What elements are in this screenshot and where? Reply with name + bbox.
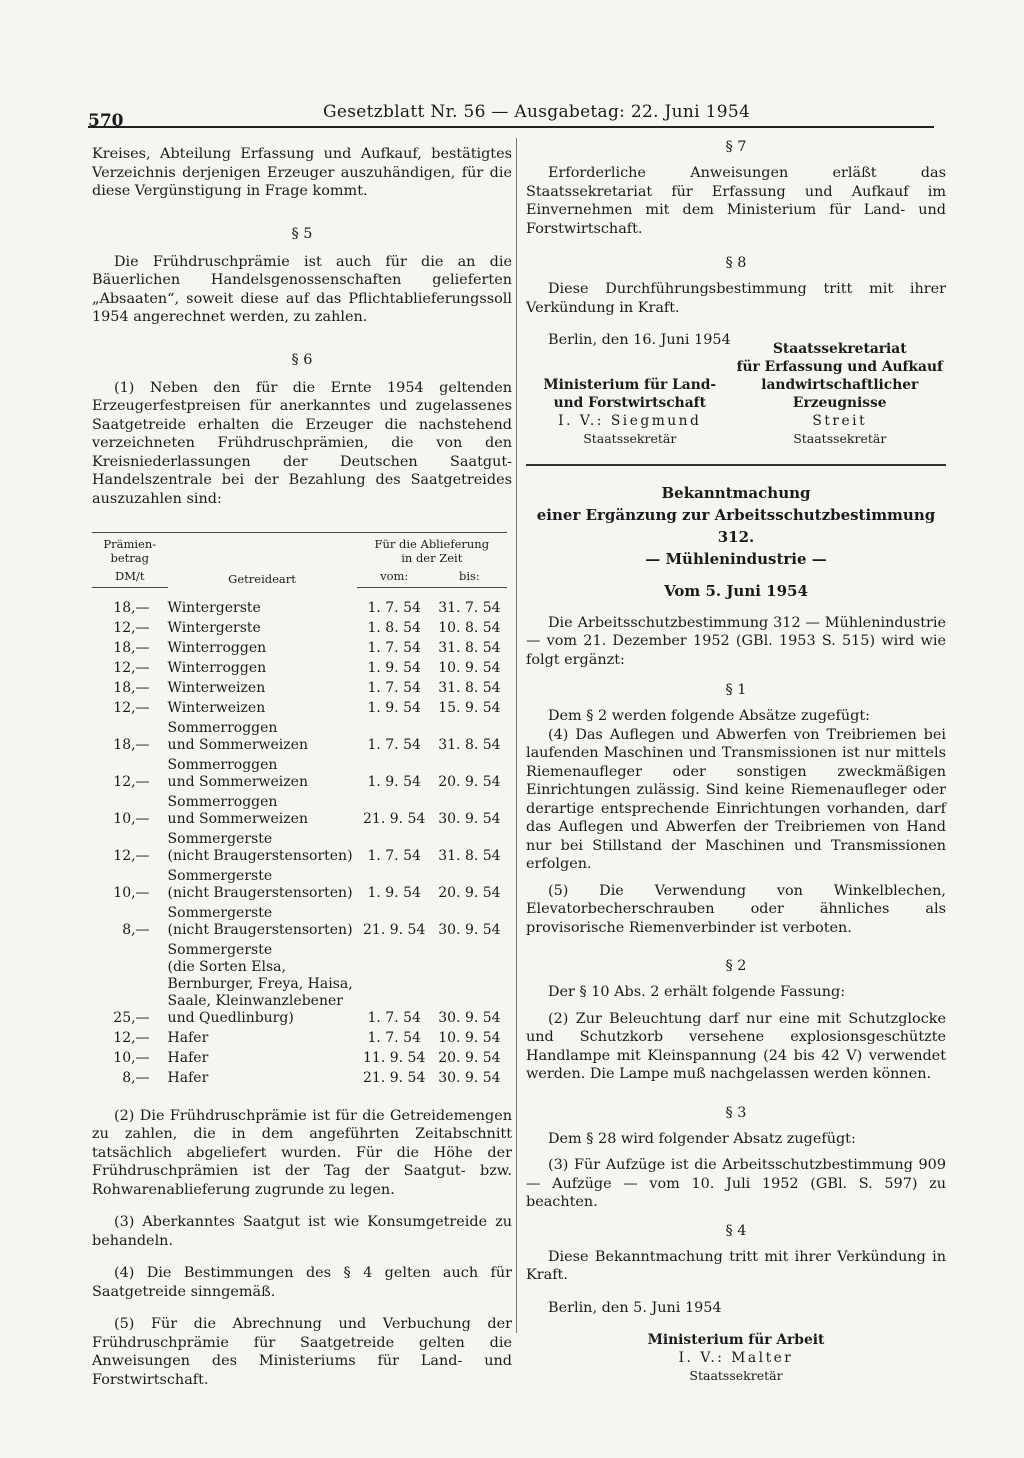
grain-type-cell: [168, 1049, 357, 1069]
to-date-cell: 31. 8. 54: [438, 680, 501, 696]
page-number: 570: [88, 111, 124, 131]
grain-type-cell: [168, 639, 357, 659]
grain-type-cell: [168, 1069, 357, 1089]
grain-type-cell: [168, 867, 357, 904]
to-date-cell: 31. 7. 54: [438, 600, 501, 616]
to-date-cell: 10. 9. 54: [438, 660, 501, 676]
notice-section-3-paragraph-3: (3) Für Aufzüge ist die Arbeitsschutzbestimmung 909 — Aufzüge — vom 10. Juli 1952 (GBl. S. 597) zu beachten.: [526, 1157, 946, 1210]
grain-type-line: Sommergerste: [167, 905, 273, 921]
notice-section-2-heading: § 2: [725, 958, 747, 974]
premium-cell: 10,—: [113, 885, 150, 901]
section-6-paragraph-5: (5) Für die Abrechnung und Verbuchung der Frühdruschprämie für Saatgetreide gelten die Anweisungen des Ministeriums für Land- und Forstwirtschaft.: [92, 1316, 512, 1388]
to-date-cell: 20. 9. 54: [438, 1050, 501, 1066]
grain-type-cell: [168, 1029, 357, 1049]
grain-type-line: Winterweizen: [167, 680, 266, 696]
to-date-cell: 20. 9. 54: [438, 885, 501, 901]
premium-cell: 12,—: [113, 1030, 150, 1046]
from-date-cell: 1. 9. 54: [367, 660, 421, 676]
table-row: [92, 679, 507, 699]
from-date-cell: 1. 9. 54: [367, 774, 421, 790]
section-6-paragraph-3: (3) Aberkanntes Saatgut ist wie Konsumgetreide zu behandeln.: [92, 1214, 512, 1249]
from-date-cell: 11. 9. 54: [363, 1050, 426, 1066]
notice-section-4-heading: § 4: [725, 1222, 747, 1239]
notice-section-2-intro: Der § 10 Abs. 2 erhält folgende Fassung:: [548, 984, 846, 1000]
premium-cell: 18,—: [113, 680, 150, 696]
header-from: vom:: [357, 567, 432, 588]
table-row: [92, 659, 507, 679]
from-date-cell: 1. 7. 54: [367, 1010, 421, 1026]
from-date-cell: 1. 9. 54: [367, 885, 421, 901]
header-unit: DM/t: [92, 567, 168, 588]
section-5-text: Die Frühdruschprämie ist auch für die an die Bäuerlichen Handelsgenossenschaften gelieferten „Absaaten“, soweit diese auf das Pflichtablieferungssoll 1954 angerechnet werden, zu zahlen.: [92, 253, 512, 325]
premium-cell: 12,—: [113, 774, 150, 790]
table-row: [92, 904, 507, 941]
table-row: [92, 830, 507, 867]
notice-section-4-text: Diese Bekanntmachung tritt mit ihrer Verkündung in Kraft.: [526, 1248, 946, 1283]
grain-type-line: Sommergerste: [167, 868, 273, 884]
table-row: [92, 867, 507, 904]
intro-paragraph: Kreises, Abteilung Erfassung und Aufkauf, bestätigtes Verzeichnis derjenigen Erzeuger auszuhändigen, für die diese Vergünstigung in Frage kommt.: [92, 146, 512, 199]
grain-type-line: Sommerroggen: [167, 794, 278, 810]
grain-type-line: Sommergerste: [167, 942, 273, 958]
grain-type-line: und Sommerweizen: [167, 774, 308, 790]
notice-title: Bekanntmachung: [661, 483, 811, 502]
grain-type-cell: [168, 679, 357, 699]
from-date-cell: 1. 7. 54: [367, 1030, 421, 1046]
section-8-text: Diese Durchführungsbestimmung tritt mit ihrer Verkündung in Kraft.: [526, 281, 946, 316]
page-header-title: Gesetzblatt Nr. 56 — Ausgabetag: 22. Juni 1954: [323, 102, 751, 122]
to-date-cell: 10. 9. 54: [438, 1030, 501, 1046]
grain-type-line: Hafer: [167, 1030, 209, 1046]
premium-cell: 18,—: [113, 600, 150, 616]
from-date-cell: 21. 9. 54: [363, 922, 426, 938]
grain-type-line: Winterweizen: [167, 700, 266, 716]
premium-cell: 12,—: [113, 700, 150, 716]
to-date-cell: 20. 9. 54: [438, 774, 501, 790]
grain-type-cell: [168, 830, 357, 867]
grain-type-line: Hafer: [167, 1050, 209, 1066]
table-row: [92, 1029, 507, 1049]
right-column: [526, 138, 946, 1385]
notice-section-2-paragraph-2: (2) Zur Beleuchtung darf nur eine mit Schutzglocke und Schutzkorb versehene explosionsgeschützte Handlampe mit Kleinspannung (24 bis 42 V) verwendet werden. Die Lampe muß nachgelassen werden können.: [526, 1010, 946, 1082]
to-date-cell: 31. 8. 54: [438, 640, 501, 656]
section-8-heading: § 8: [725, 255, 747, 271]
to-date-cell: 15. 9. 54: [438, 700, 501, 716]
premium-table: [92, 532, 507, 1089]
signature-ministry-agriculture: Ministerium für Land- und Forstwirtschaft I. V.: Siegmund Staatssekretär: [543, 376, 717, 446]
grain-type-line: Wintergerste: [167, 620, 261, 636]
notice-separator-rule: [526, 464, 946, 466]
grain-type-line: (nicht Braugerstensorten): [167, 848, 353, 864]
premium-cell: 25,—: [113, 1010, 150, 1026]
grain-type-cell: [168, 941, 357, 1029]
table-row: [92, 699, 507, 719]
to-date-cell: 30. 9. 54: [438, 1010, 501, 1026]
notice-section-1-paragraph-5: (5) Die Verwendung von Winkelblechen, Elevatorbecherschrauben oder ähnliches als provisorische Riemenverbinder ist verboten.: [526, 882, 946, 936]
grain-type-line: (nicht Braugerstensorten): [167, 885, 353, 901]
notice-subtitle: einer Ergänzung zur Arbeitsschutzbestimmung 312.: [536, 505, 936, 546]
premium-cell: 10,—: [113, 1050, 150, 1066]
grain-type-cell: [168, 659, 357, 679]
table-body: [92, 588, 507, 1089]
grain-type-line: Sommerroggen: [167, 757, 278, 773]
notice-section-1-heading: § 1: [725, 682, 747, 698]
grain-type-line: Sommerroggen: [167, 720, 278, 736]
notice-industry: — Mühlenindustrie —: [645, 549, 827, 568]
to-date-cell: 10. 8. 54: [438, 620, 501, 636]
to-date-cell: 31. 8. 54: [438, 848, 501, 864]
from-date-cell: 1. 7. 54: [367, 640, 421, 656]
notice-section-1-paragraph-4: (4) Das Auflegen und Abwerfen von Treibriemen bei laufenden Maschinen und Transmissionen ist nur mittels Riemenaufleger oder sonstigen zweckmäßigen Einrichtungen zulässig. Sind keine Riemenaufleger oder derartige entsprechende Einrichtungen vorhanden, darf das Auflegen und Abwerfen der Treibriemen von Hand nur bei Stillstand der Maschinen und Transmissionen erfolgen.: [526, 726, 946, 872]
table-row: [92, 793, 507, 830]
header-delivery-period: Für die Ablieferung in der Zeit: [357, 533, 507, 568]
notice-date: Vom 5. Juni 1954: [664, 581, 808, 600]
header-rule: [88, 126, 934, 128]
grain-type-line: (die Sorten Elsa, Bernburger, Freya, Haisa, Saale, Kleinwanzlebener: [167, 959, 353, 1009]
premium-cell: 8,—: [122, 1070, 150, 1086]
table-row: [92, 1049, 507, 1069]
premium-cell: 12,—: [113, 848, 150, 864]
section-7-heading: § 7: [725, 139, 747, 155]
grain-type-cell: [168, 719, 357, 756]
premium-cell: 18,—: [113, 640, 150, 656]
header-to: bis:: [432, 567, 507, 588]
from-date-cell: 21. 9. 54: [363, 811, 426, 827]
premium-cell: 12,—: [113, 660, 150, 676]
grain-type-cell: [168, 619, 357, 639]
grain-type-line: und Quedlinburg): [167, 1010, 294, 1026]
premium-cell: 12,—: [113, 620, 150, 636]
grain-type-line: (nicht Braugerstensorten): [167, 922, 353, 938]
grain-type-line: Wintergerste: [167, 600, 261, 616]
notice-section-1-intro: Dem § 2 werden folgende Absätze zugefügt:: [548, 708, 870, 724]
from-date-cell: 1. 7. 54: [367, 600, 421, 616]
grain-type-cell: [168, 588, 357, 619]
table-row: [92, 756, 507, 793]
place-date-1: Berlin, den 16. Juni 1954: [548, 332, 731, 348]
grain-type-line: und Sommerweizen: [167, 811, 308, 827]
header-premium: Prämien- betrag: [92, 533, 168, 568]
table-row: [92, 619, 507, 639]
notice-intro: Die Arbeitsschutzbestimmung 312 — Mühlenindustrie — vom 21. Dezember 1952 (GBl. 1953 S. 515) wird wie folgt ergänzt:: [526, 614, 946, 668]
section-6-paragraph-2: (2) Die Frühdruschprämie ist für die Getreidemengen zu zahlen, die in dem angeführten Zeitabschnitt tatsächlich abgeliefert wurden. Für die Höhe der Frühdruschprämien ist der Tag der Saatgut- bzw. Rohwarenablieferung zugrunde zu legen.: [92, 1107, 512, 1198]
from-date-cell: 1. 7. 54: [367, 737, 421, 753]
signature-state-secretariat: Staatssekretariat für Erfassung und Aufkauf landwirtschaftlicher Erzeugnisse Streit Staatssekretär: [736, 340, 943, 446]
table-row: [92, 1069, 507, 1089]
from-date-cell: 1. 9. 54: [367, 700, 421, 716]
grain-type-line: Winterroggen: [167, 640, 267, 656]
from-date-cell: 1. 7. 54: [367, 848, 421, 864]
section-5-heading: § 5: [291, 225, 313, 242]
grain-type-line: und Sommerweizen: [167, 737, 308, 753]
from-date-cell: 1. 7. 54: [367, 680, 421, 696]
section-7-text: Erforderliche Anweisungen erläßt das Staatssekretariat für Erfassung und Aufkauf im Einvernehmen mit dem Ministerium für Land- und Forstwirtschaft.: [526, 165, 946, 237]
header-grain-type: Getreideart: [168, 533, 357, 588]
from-date-cell: 1. 8. 54: [367, 620, 421, 636]
notice-section-3-heading: § 3: [725, 1104, 747, 1121]
left-column: [92, 145, 512, 1389]
table-row: [92, 941, 507, 1029]
to-date-cell: 30. 9. 54: [438, 811, 501, 827]
signature-ministry-labour: Ministerium für Arbeit I. V.: Malter Staatssekretär: [647, 1332, 825, 1383]
table-row: [92, 719, 507, 756]
section-6-paragraph-1: (1) Neben den für die Ernte 1954 geltenden Erzeugerfestpreisen für anerkanntes und zugelassenes Saatgetreide erhalten die Erzeuger die nachstehend verzeichneten Frühdruschprämien, die von den Kreisniederlassungen der Deutschen Saatgut-Handelszentrale bei der Bezahlung des Saatgetreides auszuzahlen sind:: [92, 379, 512, 507]
grain-type-line: Winterroggen: [167, 660, 267, 676]
grain-type-cell: [168, 699, 357, 719]
grain-type-cell: [168, 904, 357, 941]
grain-type-cell: [168, 793, 357, 830]
to-date-cell: 30. 9. 54: [438, 1070, 501, 1086]
premium-cell: 18,—: [113, 737, 150, 753]
section-6-heading: § 6: [291, 351, 313, 368]
to-date-cell: 30. 9. 54: [438, 922, 501, 938]
grain-type-cell: [168, 756, 357, 793]
from-date-cell: 21. 9. 54: [363, 1070, 426, 1086]
table-row: [92, 588, 507, 619]
place-date-2: Berlin, den 5. Juni 1954: [548, 1299, 722, 1316]
grain-type-line: Hafer: [167, 1070, 209, 1086]
to-date-cell: 31. 8. 54: [438, 737, 501, 753]
grain-type-line: Sommergerste: [167, 831, 273, 847]
premium-cell: 8,—: [122, 922, 150, 938]
notice-section-3-intro: Dem § 28 wird folgender Absatz zugefügt:: [548, 1130, 856, 1147]
section-6-paragraph-4: (4) Die Bestimmungen des § 4 gelten auch für Saatgetreide sinngemäß.: [92, 1265, 512, 1300]
column-divider: [516, 138, 517, 1333]
table-row: [92, 639, 507, 659]
premium-cell: 10,—: [113, 811, 150, 827]
